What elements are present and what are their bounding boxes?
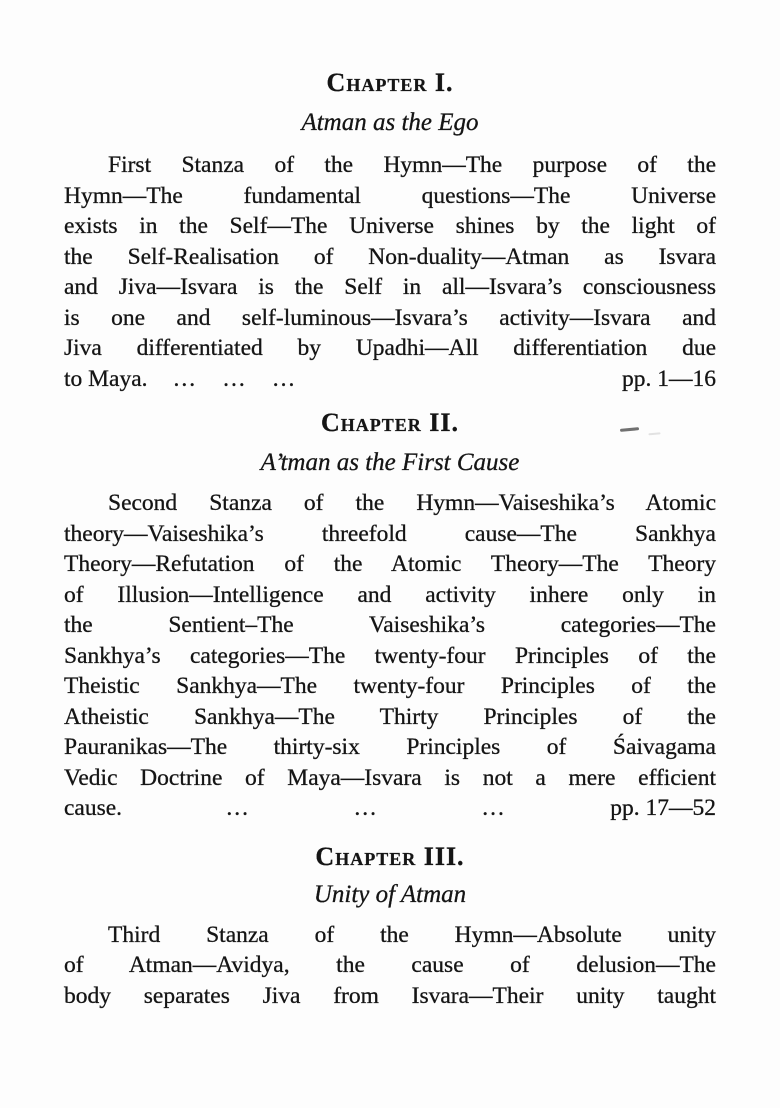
- ending-text: to Maya.: [64, 365, 148, 392]
- body-line: Hymn—The fundamental questions—The Universe: [64, 182, 716, 209]
- dot-leader: ...: [272, 365, 297, 392]
- chapter-1-subtitle: Atman as the Ego: [301, 109, 479, 136]
- body-line: body separates Jiva from Isvara—Their unity taught: [64, 982, 716, 1009]
- body-line: the Self-Realisation of Non-duality—Atman as Isvara: [64, 243, 716, 270]
- body-line: of Illusion—Intelligence and activity inhere only in: [64, 581, 716, 608]
- ending-text: cause.: [64, 795, 123, 821]
- chapter-2-summary-paragraph: [64, 488, 716, 824]
- page-range: pp. 1—16: [622, 365, 716, 392]
- body-line: Theistic Sankhya—The twenty-four Principles of the: [64, 673, 716, 699]
- chapter-1-ending-line: [64, 364, 716, 395]
- body-line: Jiva differentiated by Upadhi—All differentiation due: [64, 335, 716, 361]
- chapter-1-summary-paragraph: [64, 150, 716, 394]
- dot-leader: ...: [354, 795, 378, 821]
- body-line: Vedic Doctrine of Maya—Isvara is not a mere efficient: [64, 764, 716, 791]
- body-line: Atheistic Sankhya—The Thirty Principles of the: [64, 703, 716, 730]
- dot-leader: ...: [226, 795, 251, 821]
- chapter-1-section: [64, 68, 716, 394]
- body-line: Theory—Refutation of the Atomic Theory—The Theory: [64, 551, 716, 577]
- body-line: Sankhya’s categories—The twenty-four Principles of the: [64, 642, 716, 669]
- chapter-2-section: [64, 408, 716, 824]
- chapter-3-summary-paragraph: [64, 920, 716, 1012]
- body-line: is one and self-luminous—Isvara’s activity—Isvara and: [64, 304, 716, 331]
- chapter-2-ending-line: [64, 793, 716, 824]
- chapter-2-subtitle: A’tman as the First Cause: [260, 449, 520, 476]
- chapter-3-subtitle: Unity of Atman: [313, 880, 467, 908]
- body-line: First Stanza of the Hymn—The purpose of the: [108, 152, 716, 178]
- body-line: of Atman—Avidya, the cause of delusion—The: [64, 952, 716, 978]
- dot-leader: ...: [173, 365, 198, 392]
- body-line: Second Stanza of the Hymn—Vaiseshika’s Atomic: [108, 490, 716, 516]
- chapter-3-heading: Chapter III.: [315, 841, 465, 871]
- chapter-2-heading: Chapter II.: [320, 408, 460, 437]
- chapter-3-section: [64, 842, 716, 1012]
- page-range: pp. 17—52: [610, 795, 716, 821]
- body-line: Pauranikas—The thirty-six Principles of Śaivagama: [64, 734, 716, 760]
- body-line: theory—Vaiseshika’s threefold cause—The Sankhya: [64, 520, 716, 547]
- dot-leader: ...: [223, 365, 247, 392]
- body-line: exists in the Self—The Universe shines by the light of: [64, 213, 716, 239]
- body-line: Third Stanza of the Hymn—Absolute unity: [108, 921, 716, 948]
- body-line: the Sentient–The Vaiseshika’s categories—The: [64, 612, 716, 638]
- body-line: and Jiva—Isvara is the Self in all—Isvara’s consciousness: [64, 274, 716, 300]
- dot-leader: ...: [482, 795, 506, 821]
- chapter-1-heading: Chapter I.: [326, 68, 454, 97]
